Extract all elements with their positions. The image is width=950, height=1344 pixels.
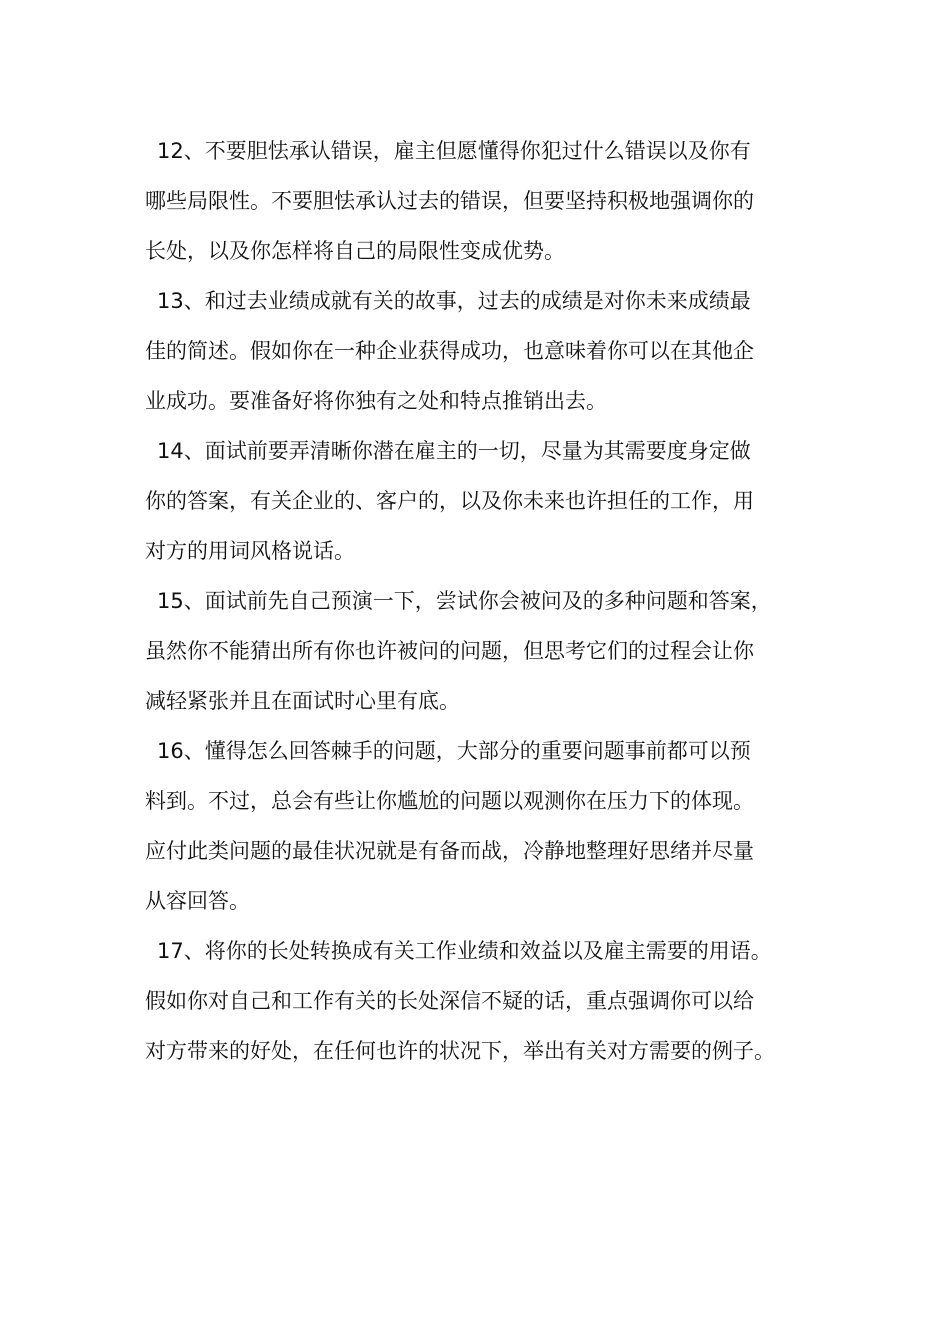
- paragraph-line: 佳的简述。假如你在一种企业获得成功，也意味着你可以在其他企: [145, 339, 754, 363]
- paragraph-line: 从容回答。: [145, 889, 250, 913]
- paragraph-line: 长处，以及你怎样将自己的局限性变成优势。: [145, 239, 565, 263]
- paragraph-line: 哪些局限性。不要胆怯承认过去的错误，但要坚持积极地强调你的: [145, 189, 754, 213]
- paragraph-14: [145, 426, 815, 576]
- paragraph-12: [145, 126, 815, 276]
- paragraph-13: [145, 276, 815, 426]
- paragraph-line: 16、懂得怎么回答棘手的问题，大部分的重要问题事前都可以预: [157, 739, 751, 763]
- paragraph-line: 假如你对自己和工作有关的长处深信不疑的话，重点强调你可以给: [145, 989, 754, 1013]
- paragraph-line: 料到。不过，总会有些让你尴尬的问题以观测你在压力下的体现。: [145, 789, 754, 813]
- paragraph-line: 应付此类问题的最佳状况就是有备而战，冷静地整理好思绪并尽量: [145, 839, 754, 863]
- paragraph-line: 15、面试前先自己预演一下，尝试你会被问及的多种问题和答案，: [157, 589, 772, 613]
- paragraph-line: 14、面试前要弄清晰你潜在雇主的一切，尽量为其需要度身定做: [157, 439, 751, 463]
- paragraph-line: 17、将你的长处转换成有关工作业绩和效益以及雇主需要的用语。: [157, 939, 772, 963]
- paragraph-line: 对方带来的好处，在任何也许的状况下，举出有关对方需要的例子。: [145, 1039, 775, 1063]
- paragraph-15: [145, 576, 815, 726]
- paragraph-16: [145, 726, 815, 926]
- paragraph-line: 对方的用词风格说话。: [145, 539, 355, 563]
- paragraph-line: 虽然你不能猜出所有你也许被问的问题，但思考它们的过程会让你: [145, 639, 754, 663]
- paragraph-17: [145, 926, 815, 1076]
- paragraph-line: 12、不要胆怯承认错误，雇主但愿懂得你犯过什么错误以及你有: [157, 139, 751, 163]
- document-body: [145, 126, 815, 1076]
- paragraph-line: 你的答案，有关企业的、客户的，以及你未来也许担任的工作，用: [145, 489, 754, 513]
- paragraph-line: 业成功。要准备好将你独有之处和特点推销出去。: [145, 389, 607, 413]
- paragraph-line: 13、和过去业绩成就有关的故事，过去的成绩是对你未来成绩最: [157, 289, 751, 313]
- paragraph-line: 减轻紧张并且在面试时心里有底。: [145, 689, 460, 713]
